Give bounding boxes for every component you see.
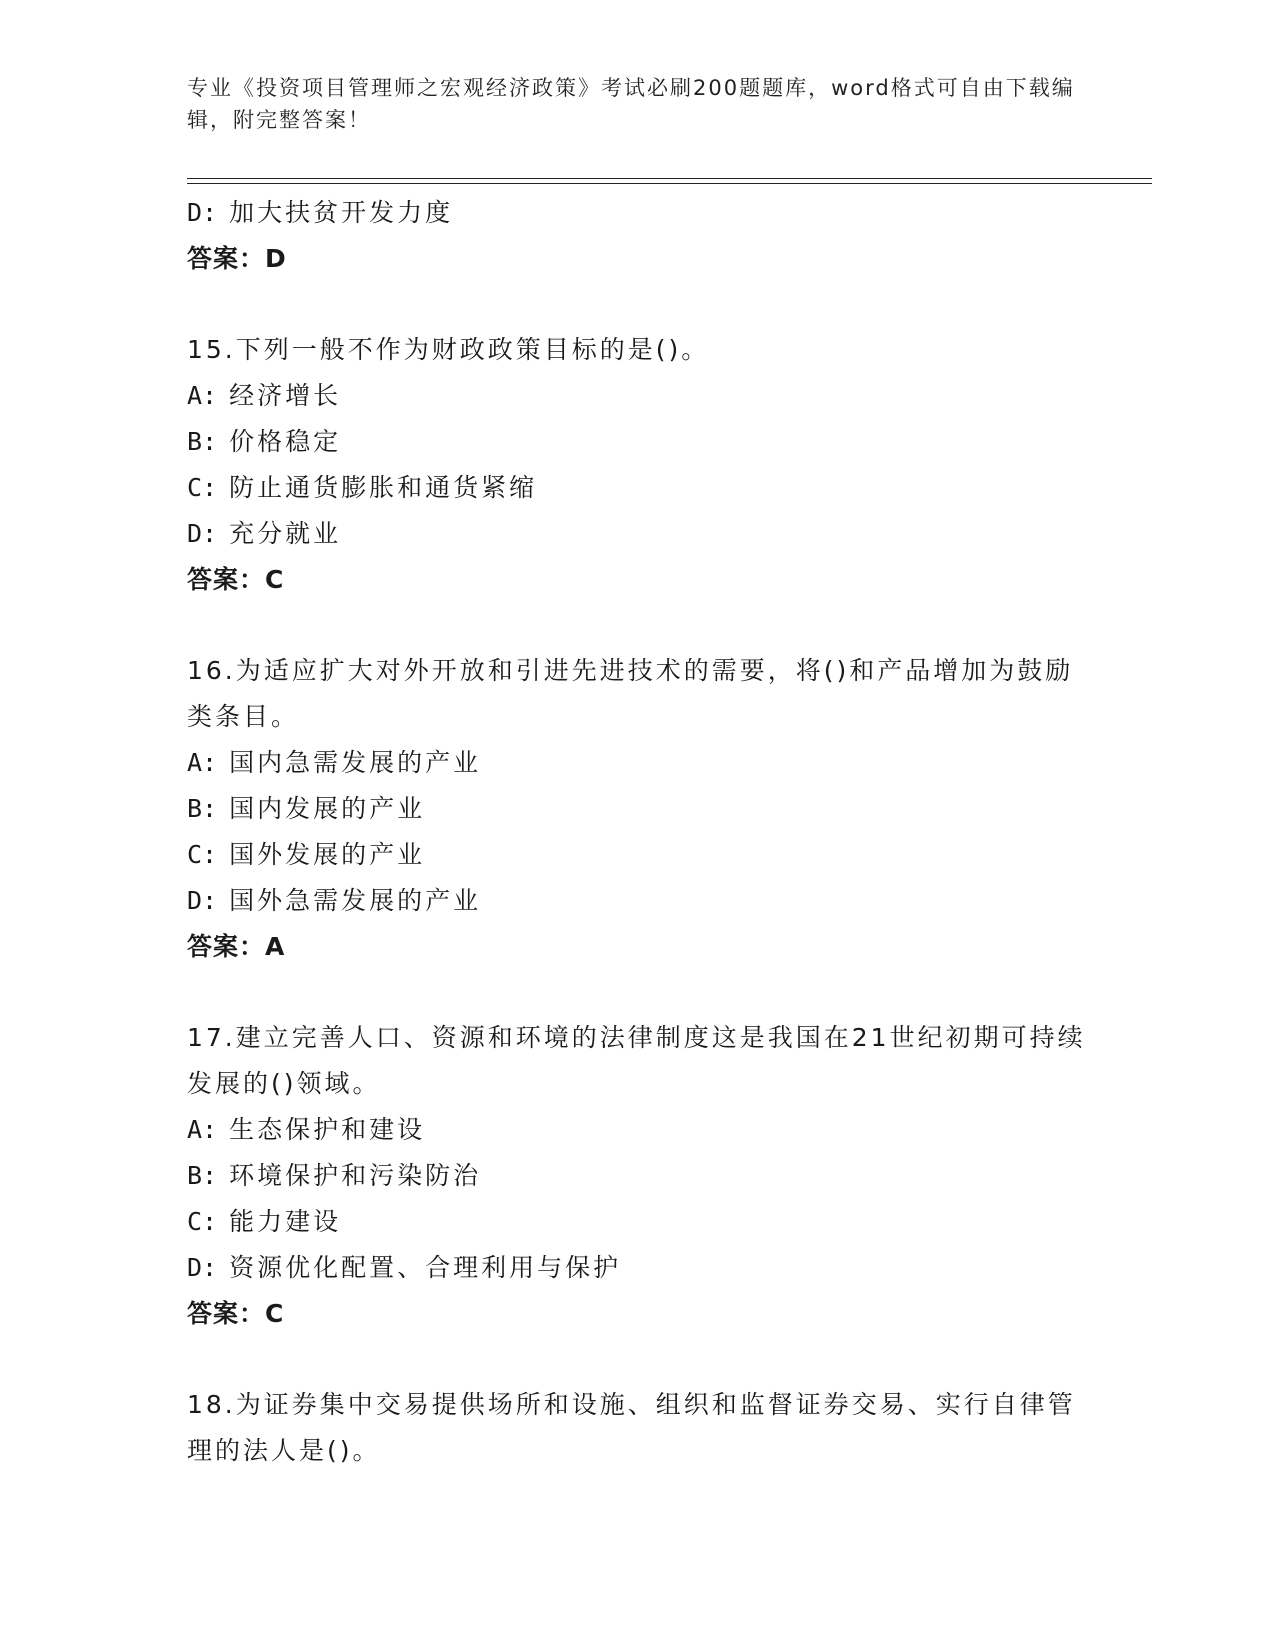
answer-line: 答案：D — [187, 244, 287, 273]
option-key: B: — [187, 794, 218, 823]
option-key: C: — [187, 840, 218, 869]
option-text: 充分就业 — [229, 519, 342, 548]
option-text: 国外发展的产业 — [229, 840, 426, 869]
option-a — [187, 373, 1087, 419]
option-a — [187, 1107, 1087, 1153]
option-text: 国内发展的产业 — [229, 794, 426, 823]
document-header: 专业《投资项目管理师之宏观经济政策》考试必刷200题题库，word格式可自由下载编辑，附完整答案！ — [187, 76, 1075, 132]
option-text: 国内急需发展的产业 — [229, 748, 482, 777]
option-text: 能力建设 — [229, 1207, 342, 1236]
option-d — [187, 1245, 1087, 1291]
option-key: B: — [187, 1161, 218, 1190]
option-d — [187, 878, 1087, 924]
option-key: A: — [187, 748, 218, 777]
answer-line: 答案：C — [187, 565, 285, 594]
option-c — [187, 832, 1087, 878]
header-rule-bottom — [187, 183, 1152, 184]
question-stem: 15.下列一般不作为财政政策目标的是()。 — [187, 335, 710, 364]
option-text: 加大扶贫开发力度 — [229, 198, 454, 227]
option-d — [187, 190, 1087, 236]
option-c — [187, 1199, 1087, 1245]
option-b — [187, 786, 1087, 832]
option-key: C: — [187, 1207, 218, 1236]
option-key: D: — [187, 198, 218, 227]
answer-line: 答案：A — [187, 932, 286, 961]
question-content — [187, 190, 1087, 1474]
option-text: 资源优化配置、合理利用与保护 — [229, 1253, 622, 1282]
option-text: 生态保护和建设 — [229, 1115, 426, 1144]
option-key: B: — [187, 427, 218, 456]
option-key: D: — [187, 1253, 218, 1282]
option-text: 防止通货膨胀和通货紧缩 — [229, 473, 538, 502]
option-text: 经济增长 — [229, 381, 342, 410]
option-key: A: — [187, 1115, 218, 1144]
option-b — [187, 419, 1087, 465]
option-key: C: — [187, 473, 218, 502]
answer-line: 答案：C — [187, 1299, 285, 1328]
question-stem: 18.为证券集中交易提供场所和设施、组织和监督证券交易、实行自律管理的法人是()。 — [187, 1390, 1076, 1465]
header-rule-top — [187, 178, 1152, 179]
option-a — [187, 740, 1087, 786]
option-d — [187, 511, 1087, 557]
option-c — [187, 465, 1087, 511]
option-b — [187, 1153, 1087, 1199]
option-text: 价格稳定 — [229, 427, 342, 456]
option-text: 国外急需发展的产业 — [229, 886, 482, 915]
option-key: D: — [187, 519, 218, 548]
question-stem: 17.建立完善人口、资源和环境的法律制度这是我国在21世纪初期可持续发展的()领域。 — [187, 1023, 1086, 1098]
option-key: A: — [187, 381, 218, 410]
option-text: 环境保护和污染防治 — [229, 1161, 482, 1190]
option-key: D: — [187, 886, 218, 915]
question-stem: 16.为适应扩大对外开放和引进先进技术的需要，将()和产品增加为鼓励类条目。 — [187, 656, 1074, 731]
